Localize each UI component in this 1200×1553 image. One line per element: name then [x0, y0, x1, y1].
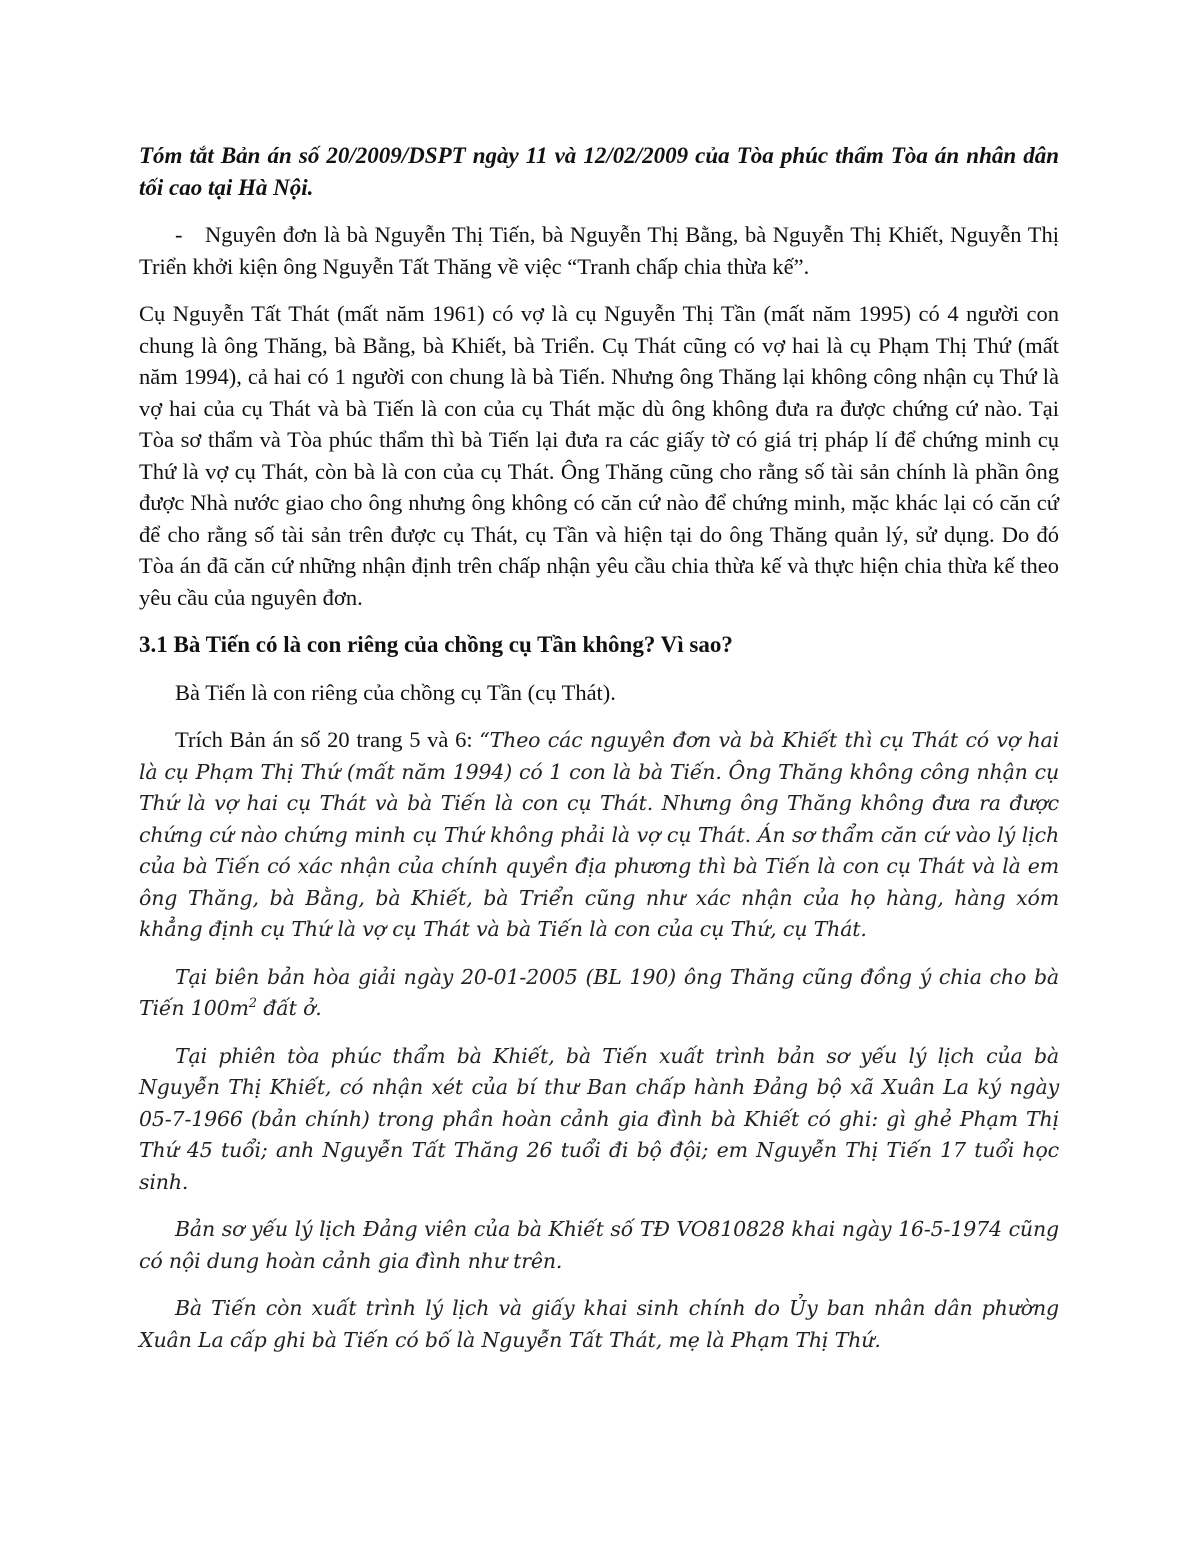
quote-paragraph-3: Tại phiên tòa phúc thẩm bà Khiết, bà Tiến xuất trình bản sơ yếu lý lịch của bà Nguyễn Thị Khiết, có nhận xét của bí thư Ban chấp hành Đảng bộ xã Xuân La ký ngày 05-7-1966 (bản chính) trong phần hoàn cảnh gia đình bà Khiết có ghi: gì ghẻ Phạm Thị Thứ 45 tuổi; anh Nguyễn Tất Thăng 26 tuổi đi bộ đội; em Nguyễn Thị Tiến 17 tuổi học sinh.: [139, 1043, 1059, 1194]
plaintiffs-bullet: [139, 219, 1059, 282]
quote-paragraph-4: Bản sơ yếu lý lịch Đảng viên của bà Khiết số TĐ VO810828 khai ngày 16-5-1974 cũng có nội dung hoàn cảnh gia đình như trên.: [139, 1217, 1059, 1273]
document-title: Tóm tắt Bản án số 20/2009/DSPT ngày 11 và 12/02/2009 của Tòa phúc thẩm Tòa án nhân dân tối cao tại Hà Nội.: [139, 143, 1059, 200]
plaintiffs-text: Nguyên đơn là bà Nguyễn Thị Tiến, bà Nguyễn Thị Bằng, bà Nguyễn Thị Khiết, Nguyễn Thị Triển khởi kiện ông Nguyễn Tất Thăng về việc “Tranh chấp chia thừa kế”.: [139, 222, 1059, 279]
quote-paragraph-5: Bà Tiến còn xuất trình lý lịch và giấy khai sinh chính do Ủy ban nhân dân phường Xuân La cấp ghi bà Tiến có bố là Nguyễn Tất Thát, mẹ là Phạm Thị Thứ.: [139, 1296, 1059, 1352]
answer-paragraph: Bà Tiến là con riêng của chồng cụ Tần (cụ Thát).: [175, 679, 616, 705]
quote-paragraph-2: [139, 962, 1059, 1025]
quote-text-1: “Theo các nguyên đơn và bà Khiết thì cụ Thát có vợ hai là cụ Phạm Thị Thứ (mất năm 1994) có 1 con là bà Tiến. Ông Thăng không công nhận cụ Thứ là vợ hai cụ Thát và bà Tiến là con cụ Thát. Nhưng ông Thăng không đưa ra được chứng cứ nào chứng minh cụ Thứ không phải là vợ cụ Thát. Án sơ thẩm căn cứ vào lý lịch của bà Tiến có xác nhận của chính quyền địa phương thì bà Tiến là con cụ Thát và là em ông Thăng, bà Bằng, bà Khiết, bà Triển cũng như xác nhận của họ hàng, hàng xóm khẳng định cụ Thứ là vợ cụ Thát và bà Tiến là con của cụ Thứ, cụ Thát.: [139, 728, 1060, 941]
quote-text-2: Tại biên bản hòa giải ngày 20-01-2005 (BL 190) ông Thăng cũng đồng ý chia cho bà Tiến 100m: [139, 964, 1059, 1020]
quote-text-2-tail: đất ở.: [256, 996, 322, 1020]
document-page: [139, 140, 1059, 1372]
section-heading: 3.1 Bà Tiến có là con riêng của chồng cụ Tần không? Vì sao?: [139, 632, 733, 657]
superscript-2: 2: [248, 996, 257, 1012]
bullet-dash: -: [175, 222, 183, 247]
quote-intro: Trích Bản án số 20 trang 5 và 6:: [175, 727, 480, 752]
quote-paragraph-1: [139, 724, 1059, 946]
case-summary-paragraph: Cụ Nguyễn Tất Thát (mất năm 1961) có vợ là cụ Nguyễn Thị Tần (mất năm 1995) có 4 người con chung là ông Thăng, bà Bằng, bà Khiết, bà Triển. Cụ Thát cũng có vợ hai là cụ Phạm Thị Thứ (mất năm 1994), cả hai có 1 người con chung là bà Tiến. Nhưng ông Thăng lại không công nhận cụ Thứ là vợ hai của cụ Thát và bà Tiến là con của cụ Thát mặc dù ông không đưa ra được chứng cứ nào. Tại Tòa sơ thẩm và Tòa phúc thẩm thì bà Tiến lại đưa ra các giấy tờ có giá trị pháp lí để chứng minh cụ Thứ là vợ cụ Thát, còn bà là con của cụ Thát. Ông Thăng cũng cho rằng số tài sản chính là phần ông được Nhà nước giao cho ông nhưng ông không có căn cứ nào để chứng minh, mặc khác lại có căn cứ để cho rằng số tài sản trên được cụ Thát, cụ Tần và hiện tại do ông Thăng quản lý, sử dụng. Do đó Tòa án đã căn cứ những nhận định trên chấp nhận yêu cầu chia thừa kế và thực hiện chia thừa kế theo yêu cầu của nguyên đơn.: [139, 301, 1059, 610]
